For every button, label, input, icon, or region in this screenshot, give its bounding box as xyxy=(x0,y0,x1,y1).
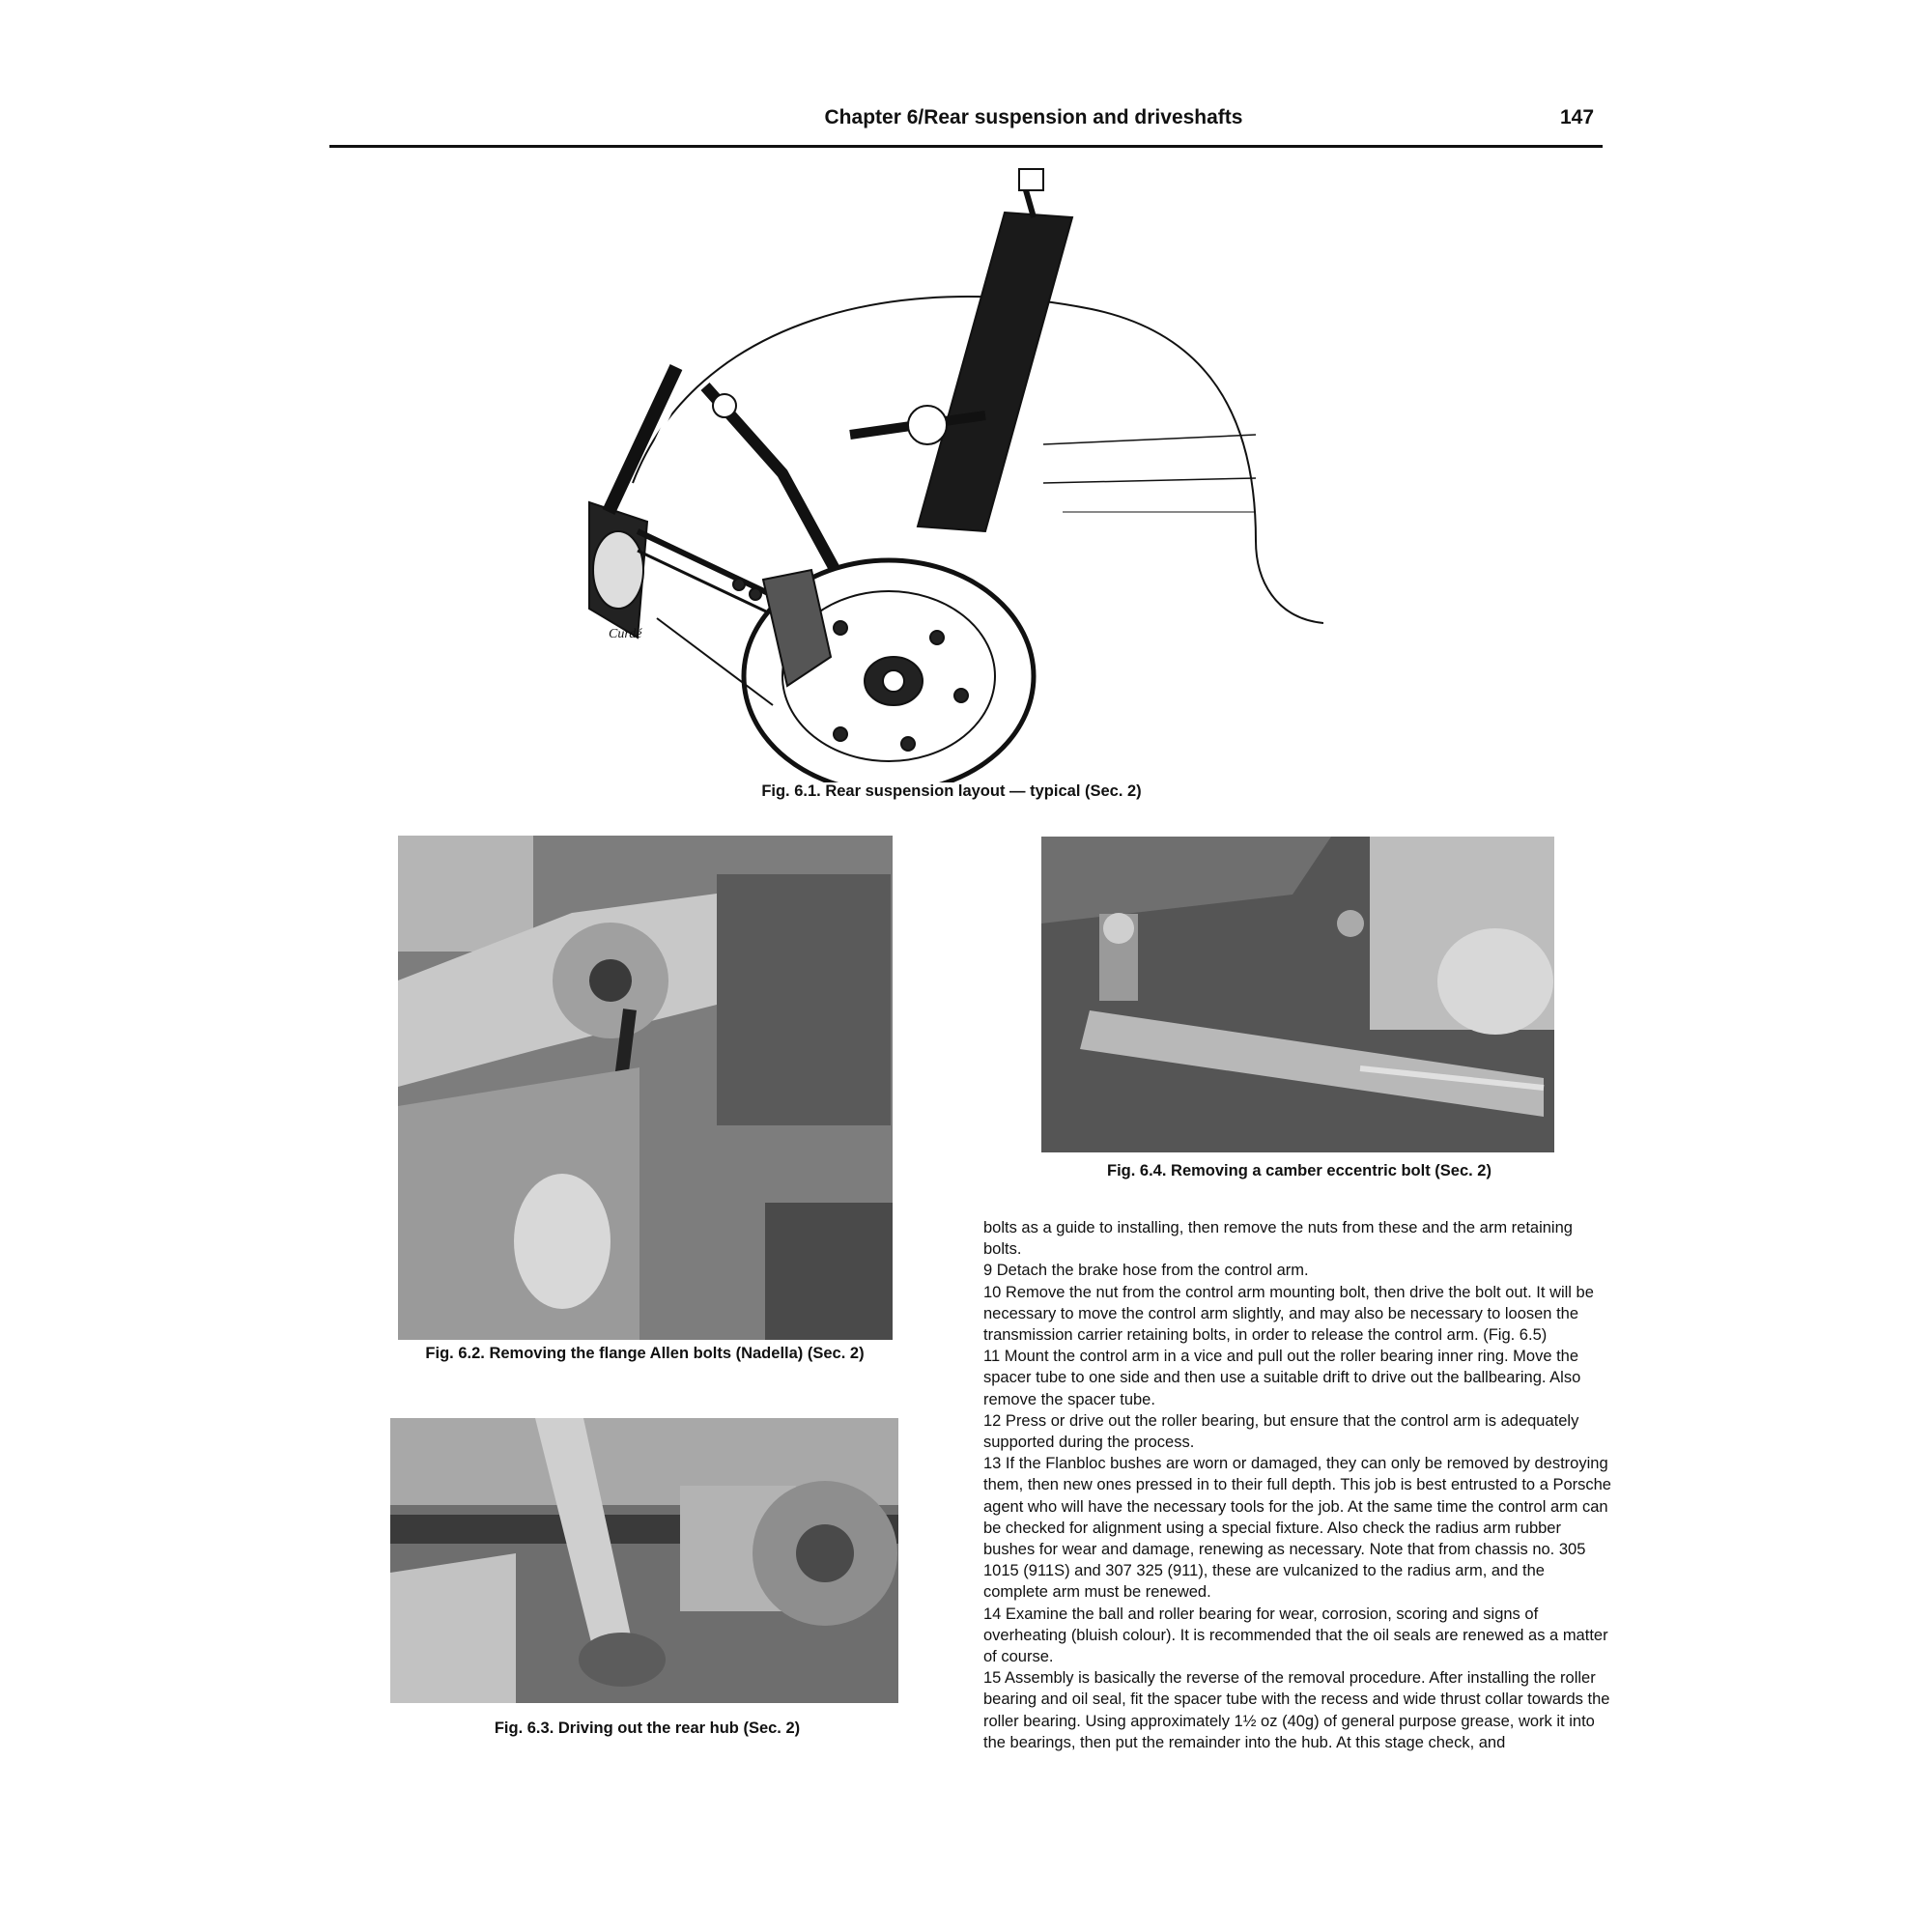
photo-camber-eccentric-bolt xyxy=(1041,837,1554,1152)
photo-driving-out-rear-hub xyxy=(390,1418,898,1703)
suspension-illustration xyxy=(580,164,1323,782)
fig-6-1-caption: Fig. 6.1. Rear suspension layout — typical (Sec. 2) xyxy=(761,782,1142,800)
body-paragraph: 13 If the Flanbloc bushes are worn or damaged, they can only be removed by destroying them, then new ones pressed in to their full depth. This job is best entrusted to a Porsche agent who will have the necessary tools for the job. At the same time the control arm can be checked for alignment using a special fixture. Also check the radius arm rubber bushes for wear and damage, renewing as necessary. Note that from chassis no. 305 1015 (911S) and 307 325 (911), these are vulcanized to the radius arm, and the complete arm must be renewed. xyxy=(983,1455,1611,1602)
chapter-title: Chapter 6/Rear suspension and driveshafts xyxy=(824,106,1243,128)
body-paragraph: 14 Examine the ball and roller bearing for wear, corrosion, scoring and signs of overheating (bluish colour). It is recommended that the oil seals are renewed as a matter of course. xyxy=(983,1605,1608,1666)
illustrator-signature: Curdé xyxy=(609,627,642,641)
photo-camber-eccentric-bolt-art xyxy=(1041,837,1554,1152)
photo-driving-out-rear-hub-art xyxy=(390,1418,898,1703)
photo-flange-allen-bolts-art xyxy=(398,836,893,1340)
photo-flange-allen-bolts xyxy=(398,836,893,1340)
body-paragraph: bolts as a guide to installing, then remove the nuts from these and the arm retaining bolts. xyxy=(983,1219,1573,1259)
body-text-column xyxy=(983,1217,1611,1753)
fig-6-2-caption: Fig. 6.2. Removing the flange Allen bolts (Nadella) (Sec. 2) xyxy=(425,1345,865,1362)
body-paragraph: 10 Remove the nut from the control arm mounting bolt, then drive the bolt out. It will be necessary to move the control arm slightly, and may also be necessary to loosen the transmission carrier retaining bolts, in order to release the control arm. (Fig. 6.5) xyxy=(983,1283,1594,1345)
fig-6-3-caption: Fig. 6.3. Driving out the rear hub (Sec. 2) xyxy=(494,1719,801,1737)
body-paragraph: 11 Mount the control arm in a vice and pull out the roller bearing inner ring. Move the spacer tube to one side and then use a suitable drift to drive out the ballbearing. Also remove the spacer tube. xyxy=(983,1348,1581,1408)
body-paragraph: 12 Press or drive out the roller bearing, but ensure that the control arm is adequately supported during the process. xyxy=(983,1411,1579,1452)
figure-rear-suspension-drawing xyxy=(580,164,1323,782)
body-paragraph: 9 Detach the brake hose from the control arm. xyxy=(983,1262,1309,1280)
fig-6-4-caption: Fig. 6.4. Removing a camber eccentric bolt (Sec. 2) xyxy=(1107,1162,1492,1179)
page-number: 147 xyxy=(1560,106,1595,128)
body-paragraph: 15 Assembly is basically the reverse of the removal procedure. After installing the roller bearing and oil seal, fit the spacer tube with the recess and wide thrust collar towards the roller bearing. Using approximately 1½ oz (40g) of general purpose grease, work it into the bearings, then put the remainder into the hub. At this stage check, and xyxy=(983,1669,1610,1751)
header-rule xyxy=(329,145,1603,148)
